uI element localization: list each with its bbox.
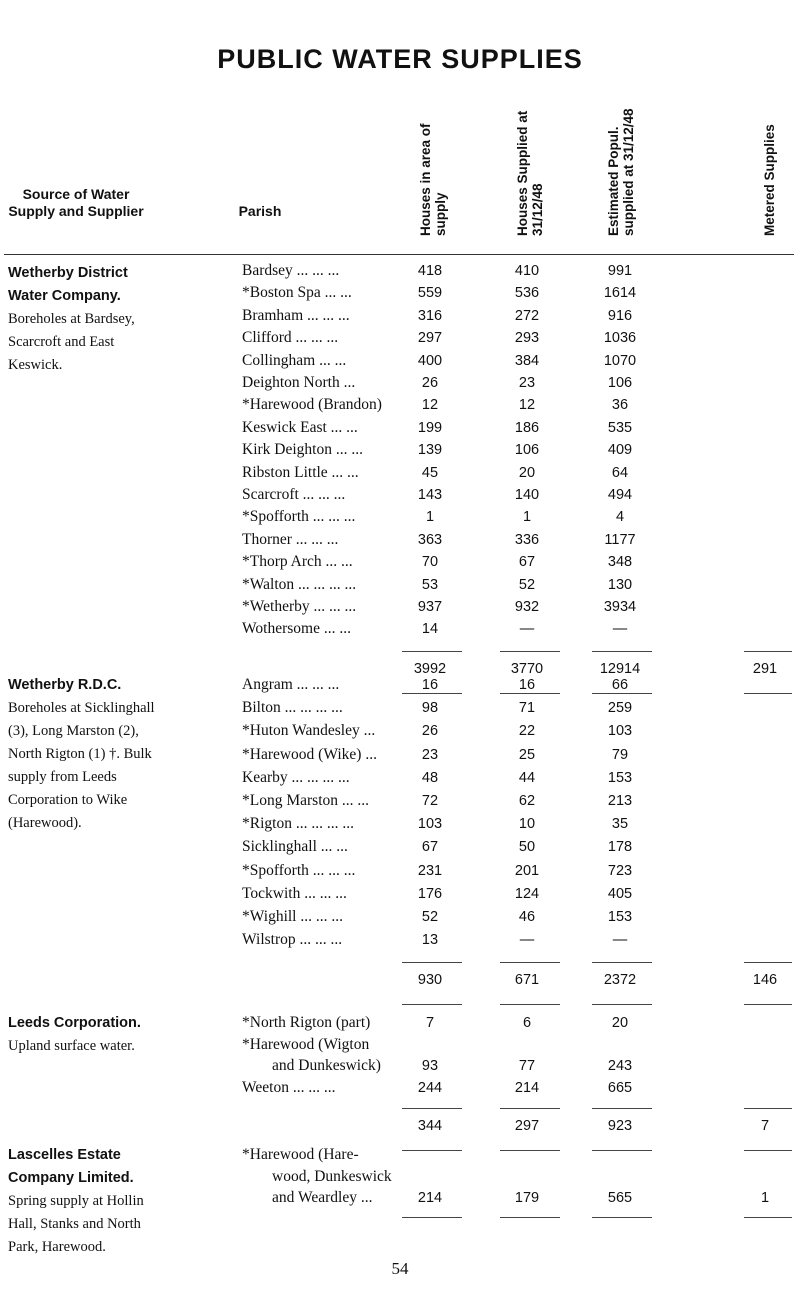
total-rule bbox=[592, 962, 652, 963]
houses-supplied-value: 336 bbox=[514, 531, 540, 548]
houses-supplied-value: 44 bbox=[518, 769, 536, 786]
parish-name: Wilstrop ... ... ... bbox=[242, 931, 343, 949]
total-rule bbox=[402, 1108, 462, 1109]
houses-supplied-value: 536 bbox=[514, 285, 540, 302]
source-block-3 bbox=[8, 1012, 158, 1058]
total-rule bbox=[744, 1108, 792, 1109]
parish-name: *Thorp Arch ... ... bbox=[242, 553, 353, 571]
parish-name: *Wighill ... ... ... bbox=[242, 908, 343, 925]
estimated-popul-value: 64 bbox=[611, 464, 629, 481]
source-block-1 bbox=[8, 262, 158, 377]
estimated-popul-value: 259 bbox=[607, 700, 633, 717]
houses-in-area-value: 98 bbox=[421, 700, 439, 717]
houses-supplied-value: 67 bbox=[518, 554, 536, 571]
parish-name: *Harewood (Wigton bbox=[242, 1035, 370, 1053]
houses-in-area-value: 143 bbox=[417, 487, 443, 503]
parish-name: *Harewood (Wike) ... bbox=[242, 745, 377, 763]
estimated-popul-value: 723 bbox=[607, 862, 633, 879]
total-rule bbox=[592, 1004, 652, 1005]
parish-name: Angram ... ... ... bbox=[242, 676, 340, 693]
estimated-popul-value: 3934 bbox=[603, 599, 637, 615]
total-houses-in-area: 3992 bbox=[413, 660, 447, 677]
houses-supplied-value: 179 bbox=[514, 1190, 540, 1207]
source-text: Upland surface water. bbox=[8, 1038, 135, 1054]
estimated-popul-value: 35 bbox=[611, 816, 629, 833]
parish-name: *Walton ... ... ... ... bbox=[242, 575, 357, 593]
estimated-popul-value: 153 bbox=[607, 769, 633, 786]
houses-in-area-value: 13 bbox=[421, 932, 439, 949]
total-rule bbox=[744, 651, 792, 652]
houses-supplied-value: 71 bbox=[518, 700, 536, 717]
houses-supplied-value: 77 bbox=[518, 1058, 536, 1075]
houses-supplied-value: 50 bbox=[518, 839, 536, 856]
estimated-popul-value: 1614 bbox=[603, 285, 637, 302]
estimated-popul-value: 178 bbox=[607, 839, 633, 856]
estimated-popul-value: 1177 bbox=[604, 531, 636, 548]
houses-supplied-value: 272 bbox=[514, 307, 540, 324]
estimated-popul-value: 153 bbox=[607, 909, 633, 925]
houses-supplied-value: 106 bbox=[514, 442, 540, 459]
parish-name: *Harewood (Hare- bbox=[242, 1146, 359, 1163]
houses-in-area-value: 297 bbox=[417, 330, 443, 347]
parish-name: *Spofforth ... ... ... bbox=[242, 508, 356, 526]
estimated-popul-value: 535 bbox=[607, 419, 633, 436]
header-houses-supplied: Houses Supplied at 31/12/48 bbox=[515, 110, 545, 236]
parish-name: wood, Dunkeswick bbox=[272, 1167, 392, 1185]
total-rule bbox=[744, 1217, 792, 1218]
source-text: Boreholes at Sicklinghall (3), Long Marston (2), North Rigton (1) †. Bulk supply from Leeds Corporation to Wike (Harewood). bbox=[8, 700, 155, 831]
parish-name: Deighton North ... bbox=[242, 374, 356, 391]
parish-name: Keswick East ... ... bbox=[242, 418, 358, 436]
total-rule bbox=[500, 1150, 560, 1151]
houses-supplied-value: 23 bbox=[518, 375, 536, 391]
houses-in-area-value: 139 bbox=[417, 442, 443, 459]
parish-name: *Harewood (Brandon) bbox=[242, 396, 382, 414]
header-metered-supplies: Metered Supplies bbox=[762, 124, 777, 236]
total-rule bbox=[402, 1217, 462, 1218]
parish-name: Collingham ... ... bbox=[242, 351, 347, 369]
houses-supplied-value: 384 bbox=[514, 352, 540, 369]
houses-supplied-value: 10 bbox=[518, 816, 536, 833]
houses-supplied-value: 214 bbox=[514, 1079, 540, 1096]
parish-name: Ribston Little ... ... bbox=[242, 463, 359, 481]
estimated-popul-value: 494 bbox=[607, 487, 633, 503]
houses-in-area-value: 70 bbox=[421, 554, 439, 571]
estimated-popul-value: 665 bbox=[607, 1079, 633, 1096]
houses-in-area-value: 45 bbox=[421, 464, 439, 481]
parish-name: *North Rigton (part) bbox=[242, 1014, 371, 1031]
parish-name: *Wetherby ... ... ... bbox=[242, 598, 357, 615]
total-metered: 146 bbox=[752, 972, 778, 989]
houses-in-area-value: 93 bbox=[421, 1058, 439, 1075]
houses-in-area-value: 26 bbox=[421, 375, 439, 391]
header-houses-in-area: Houses in area of supply bbox=[418, 123, 448, 236]
metered-value: 1 bbox=[760, 1190, 770, 1207]
total-rule bbox=[592, 1217, 652, 1218]
houses-supplied-value: 186 bbox=[514, 419, 540, 436]
houses-in-area-value: 67 bbox=[421, 839, 439, 856]
parish-name: and Weardley ... bbox=[272, 1189, 373, 1207]
houses-supplied-value: 932 bbox=[514, 599, 540, 615]
houses-supplied-value: 62 bbox=[518, 793, 536, 809]
houses-in-area-value: 937 bbox=[417, 599, 443, 615]
houses-in-area-value: 199 bbox=[417, 419, 443, 436]
houses-in-area-value: 363 bbox=[417, 531, 443, 548]
total-houses-supplied: 297 bbox=[514, 1118, 540, 1135]
houses-supplied-value: 410 bbox=[514, 263, 540, 279]
header-parish: Parish bbox=[238, 203, 282, 219]
estimated-popul-value: 79 bbox=[611, 746, 629, 763]
estimated-popul-value: — bbox=[612, 621, 628, 638]
parish-name: Bilton ... ... ... ... bbox=[242, 699, 343, 717]
estimated-popul-value: 1070 bbox=[603, 352, 637, 369]
total-rule bbox=[500, 1217, 560, 1218]
total-rule bbox=[744, 1150, 792, 1151]
estimated-popul-value: 348 bbox=[607, 554, 633, 571]
houses-supplied-value: 140 bbox=[514, 487, 540, 503]
houses-supplied-value: 46 bbox=[518, 909, 536, 925]
estimated-popul-value: 66 bbox=[611, 677, 629, 693]
total-rule bbox=[402, 651, 462, 652]
estimated-popul-value: 103 bbox=[607, 723, 633, 740]
houses-in-area-value: 400 bbox=[417, 352, 443, 369]
parish-name: Wothersome ... ... bbox=[242, 620, 351, 638]
source-heading: Wetherby District Water Company. bbox=[8, 265, 128, 304]
total-metered: 7 bbox=[760, 1118, 770, 1135]
total-estimated-popul: 2372 bbox=[603, 972, 637, 989]
total-rule bbox=[500, 1108, 560, 1109]
parish-name: Bardsey ... ... ... bbox=[242, 262, 340, 279]
page-title: PUBLIC WATER SUPPLIES bbox=[217, 44, 583, 74]
houses-in-area-value: 14 bbox=[421, 621, 439, 638]
parish-name: Bramham ... ... ... bbox=[242, 306, 350, 324]
source-text: Boreholes at Bardsey, Scarcroft and East Keswick. bbox=[8, 311, 135, 373]
total-houses-in-area: 930 bbox=[417, 972, 443, 989]
parish-name: *Spofforth ... ... ... bbox=[242, 861, 356, 879]
total-rule bbox=[402, 962, 462, 963]
source-heading: Lascelles Estate Company Limited. bbox=[8, 1147, 134, 1186]
houses-in-area-value: 214 bbox=[417, 1190, 443, 1207]
total-rule bbox=[592, 1108, 652, 1109]
houses-in-area-value: 72 bbox=[421, 793, 439, 809]
houses-in-area-value: 418 bbox=[417, 263, 443, 279]
total-rule bbox=[500, 651, 560, 652]
houses-in-area-value: 231 bbox=[417, 862, 443, 879]
parish-name: Scarcroft ... ... ... bbox=[242, 486, 346, 503]
estimated-popul-value: 565 bbox=[607, 1190, 633, 1207]
houses-supplied-value: 12 bbox=[518, 397, 536, 414]
parish-name: Kearby ... ... ... ... bbox=[242, 768, 350, 786]
houses-supplied-value: 1 bbox=[522, 509, 532, 526]
total-rule bbox=[500, 1004, 560, 1005]
houses-supplied-value: 124 bbox=[514, 885, 540, 902]
header-rule bbox=[4, 254, 794, 255]
estimated-popul-value: — bbox=[612, 932, 628, 949]
parish-name: *Long Marston ... ... bbox=[242, 792, 370, 809]
houses-supplied-value: — bbox=[519, 621, 535, 638]
parish-name: and Dunkeswick) bbox=[272, 1057, 381, 1075]
houses-supplied-value: 293 bbox=[514, 330, 540, 347]
parish-name: Kirk Deighton ... ... bbox=[242, 441, 363, 459]
estimated-popul-value: 991 bbox=[607, 263, 633, 279]
parish-name: Sicklinghall ... ... bbox=[242, 838, 348, 856]
total-rule bbox=[402, 1004, 462, 1005]
estimated-popul-value: 20 bbox=[611, 1015, 629, 1031]
houses-in-area-value: 559 bbox=[417, 285, 443, 302]
total-rule bbox=[744, 962, 792, 963]
header-estimated-popul: Estimated Popul. supplied at 31/12/48 bbox=[606, 108, 636, 236]
houses-in-area-value: 16 bbox=[421, 677, 439, 693]
houses-in-area-value: 316 bbox=[417, 307, 443, 324]
parish-name: *Boston Spa ... ... bbox=[242, 284, 352, 302]
houses-supplied-value: 25 bbox=[518, 746, 536, 763]
total-rule bbox=[500, 962, 560, 963]
source-heading: Leeds Corporation. bbox=[8, 1015, 141, 1031]
houses-supplied-value: 22 bbox=[518, 723, 536, 740]
parish-name: *Rigton ... ... ... ... bbox=[242, 815, 354, 833]
estimated-popul-value: 243 bbox=[607, 1058, 633, 1075]
parish-name: *Huton Wandesley ... bbox=[242, 722, 376, 740]
houses-in-area-value: 53 bbox=[421, 576, 439, 593]
estimated-popul-value: 36 bbox=[611, 397, 629, 414]
total-estimated-popul: 923 bbox=[607, 1118, 633, 1135]
houses-in-area-value: 48 bbox=[421, 769, 439, 786]
houses-in-area-value: 1 bbox=[425, 509, 435, 526]
houses-supplied-value: 20 bbox=[518, 464, 536, 481]
houses-in-area-value: 26 bbox=[421, 723, 439, 740]
houses-in-area-value: 7 bbox=[425, 1015, 435, 1031]
parish-name: Weeton ... ... ... bbox=[242, 1078, 336, 1096]
estimated-popul-value: 409 bbox=[607, 442, 633, 459]
parish-name: Thorner ... ... ... bbox=[242, 530, 339, 548]
source-text: Spring supply at Hollin Hall, Stanks and North Park, Harewood. bbox=[8, 1193, 144, 1255]
houses-in-area-value: 12 bbox=[421, 397, 439, 414]
estimated-popul-value: 130 bbox=[607, 576, 633, 593]
source-block-2 bbox=[8, 674, 158, 835]
houses-in-area-value: 244 bbox=[417, 1079, 443, 1096]
source-block-4 bbox=[8, 1144, 158, 1259]
estimated-popul-value: 4 bbox=[615, 509, 625, 526]
houses-in-area-value: 52 bbox=[421, 909, 439, 925]
total-houses-supplied: 671 bbox=[514, 972, 540, 989]
houses-supplied-value: 6 bbox=[522, 1015, 532, 1031]
total-rule bbox=[744, 1004, 792, 1005]
estimated-popul-value: 213 bbox=[607, 793, 633, 809]
total-rule bbox=[592, 1150, 652, 1151]
parish-name: Tockwith ... ... ... bbox=[242, 884, 347, 902]
estimated-popul-value: 916 bbox=[607, 307, 633, 324]
houses-supplied-value: 201 bbox=[514, 862, 540, 879]
houses-supplied-value: 52 bbox=[518, 576, 536, 593]
total-rule bbox=[592, 651, 652, 652]
page-number: 54 bbox=[391, 1259, 409, 1278]
houses-in-area-value: 103 bbox=[417, 816, 443, 833]
total-rule bbox=[744, 693, 792, 694]
houses-supplied-value: 16 bbox=[518, 677, 536, 693]
houses-supplied-value: — bbox=[519, 932, 535, 949]
estimated-popul-value: 106 bbox=[607, 375, 633, 391]
total-houses-supplied: 3770 bbox=[510, 660, 544, 677]
total-metered: 291 bbox=[752, 660, 778, 677]
total-estimated-popul: 12914 bbox=[599, 660, 641, 677]
parish-name: Clifford ... ... ... bbox=[242, 329, 339, 347]
source-heading: Wetherby R.D.C. bbox=[8, 677, 122, 693]
total-houses-in-area: 344 bbox=[417, 1118, 443, 1135]
estimated-popul-value: 405 bbox=[607, 885, 633, 902]
header-source: Source of Water Supply and Supplier bbox=[8, 186, 144, 219]
estimated-popul-value: 1036 bbox=[603, 330, 637, 347]
houses-in-area-value: 176 bbox=[417, 885, 443, 902]
houses-in-area-value: 23 bbox=[421, 746, 439, 763]
